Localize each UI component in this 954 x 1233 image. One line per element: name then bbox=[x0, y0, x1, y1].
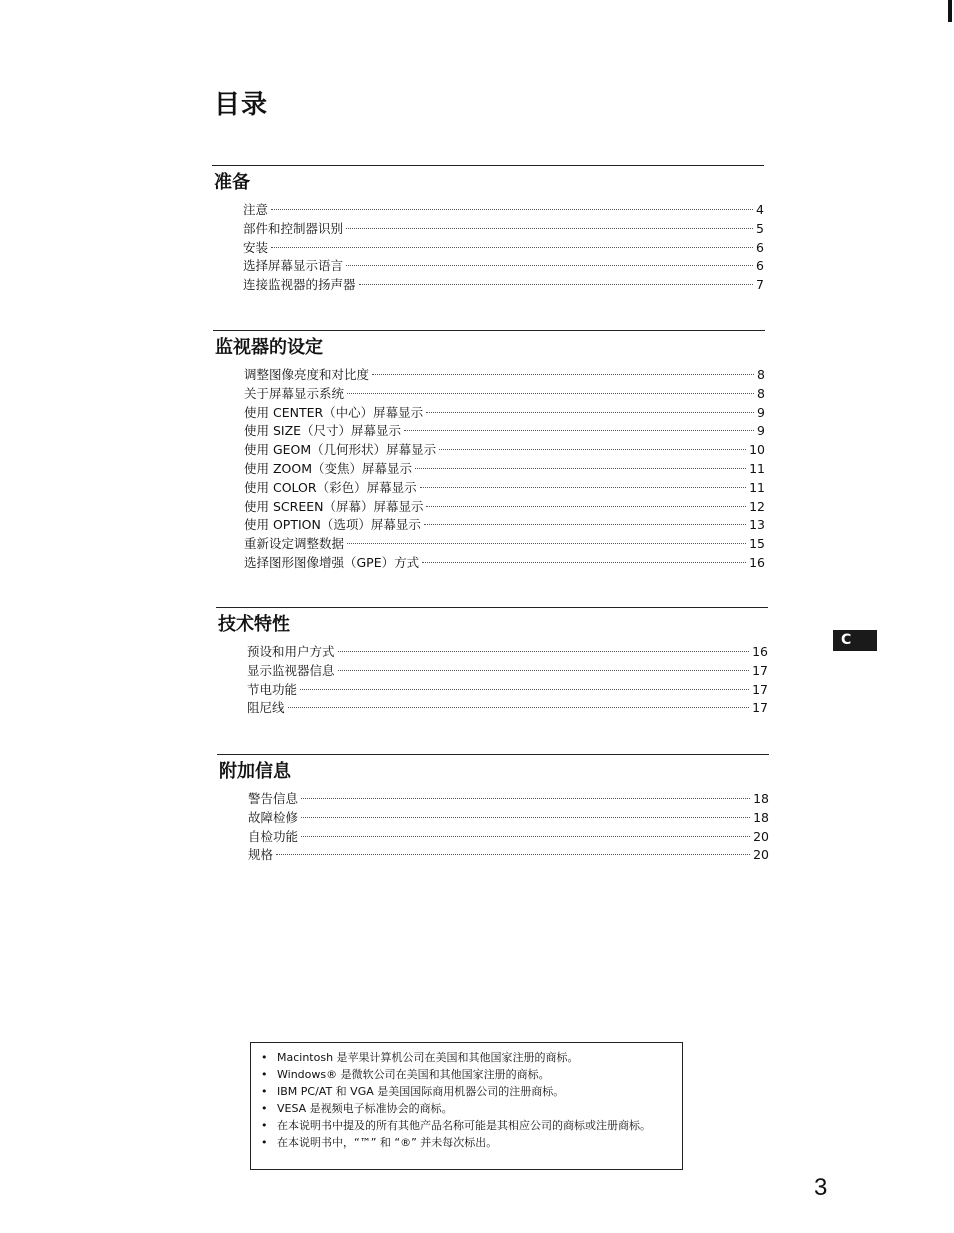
dot-leader bbox=[338, 651, 750, 652]
page-number: 3 bbox=[814, 1174, 828, 1201]
section-rule bbox=[217, 754, 769, 755]
dot-leader bbox=[346, 265, 753, 266]
toc-entry[interactable] bbox=[244, 404, 765, 423]
dot-leader bbox=[415, 468, 746, 469]
toc-entry[interactable] bbox=[247, 681, 768, 700]
section-heading: 附加信息 bbox=[219, 761, 291, 782]
toc-entry-page: 17 bbox=[752, 681, 768, 697]
dot-leader bbox=[276, 854, 750, 855]
toc-entry-page: 9 bbox=[757, 423, 765, 439]
section-technical-features bbox=[216, 607, 768, 718]
toc-entry[interactable] bbox=[248, 846, 769, 865]
toc-entry-text: 使用 SCREEN（屏幕）屏幕显示 bbox=[244, 498, 424, 514]
toc-entry-text: 自检功能 bbox=[248, 828, 299, 844]
toc-entry[interactable] bbox=[247, 699, 768, 718]
notes-list bbox=[259, 1049, 672, 1151]
toc-entry-text: 显示监视器信息 bbox=[247, 662, 335, 678]
toc-entry[interactable] bbox=[244, 535, 765, 554]
toc-entry[interactable] bbox=[244, 516, 765, 535]
toc-entry-text: 节电功能 bbox=[247, 681, 298, 697]
dot-leader bbox=[359, 284, 753, 285]
dot-leader bbox=[420, 487, 747, 488]
dot-leader bbox=[426, 412, 754, 413]
toc-entry-text: 使用 GEOM（几何形状）屏幕显示 bbox=[244, 442, 437, 458]
toc-entry[interactable] bbox=[243, 239, 764, 258]
toc-entry[interactable] bbox=[248, 828, 769, 847]
dot-leader bbox=[426, 506, 746, 507]
section-rule bbox=[216, 607, 768, 608]
toc-entry[interactable] bbox=[244, 554, 765, 573]
note-item: • Windows® 是微软公司在美国和其他国家注册的商标。 bbox=[259, 1066, 672, 1083]
dot-leader bbox=[300, 689, 749, 690]
dot-leader bbox=[439, 449, 746, 450]
toc-entry[interactable] bbox=[244, 460, 765, 479]
toc-entry-page: 6 bbox=[756, 258, 764, 274]
toc-list bbox=[216, 643, 768, 718]
toc-entry-text: 连接监视器的扬声器 bbox=[243, 277, 356, 293]
section-heading: 监视器的设定 bbox=[215, 337, 323, 358]
dot-leader bbox=[271, 247, 753, 248]
note-item: • IBM PC/AT 和 VGA 是美国国际商用机器公司的注册商标。 bbox=[259, 1083, 672, 1100]
toc-entry-page: 6 bbox=[756, 239, 764, 255]
section-rule bbox=[213, 330, 765, 331]
toc-entry-text: 调整图像亮度和对比度 bbox=[244, 367, 370, 382]
dot-leader bbox=[288, 707, 750, 708]
dot-leader bbox=[404, 430, 754, 431]
section-additional-info bbox=[217, 754, 769, 865]
toc-entry-text: 选择屏幕显示语言 bbox=[243, 258, 344, 274]
toc-entry-page: 9 bbox=[757, 404, 765, 420]
toc-entry-page: 5 bbox=[756, 220, 764, 236]
toc-entry-page: 18 bbox=[753, 809, 769, 825]
toc-entry-text: 使用 CENTER（中心）屏幕显示 bbox=[244, 404, 424, 420]
toc-entry-page: 11 bbox=[749, 479, 765, 495]
toc-entry-page: 20 bbox=[753, 828, 769, 844]
toc-entry-page: 8 bbox=[757, 367, 765, 382]
toc-entry-text: 规格 bbox=[248, 847, 274, 863]
toc-entry[interactable] bbox=[244, 385, 765, 404]
toc-entry-text: 阻尼线 bbox=[247, 700, 285, 716]
toc-entry-page: 8 bbox=[757, 385, 765, 401]
toc-entry[interactable] bbox=[247, 643, 768, 662]
toc-entry-text: 注意 bbox=[243, 202, 269, 217]
toc-entry-page: 16 bbox=[752, 644, 768, 659]
section-heading: 技术特性 bbox=[218, 614, 290, 635]
note-item: • Macintosh 是苹果计算机公司在美国和其他国家注册的商标。 bbox=[259, 1049, 672, 1066]
page-title: 目录 bbox=[214, 90, 269, 120]
toc-entry-page: 15 bbox=[749, 536, 765, 552]
toc-entry-text: 安装 bbox=[243, 239, 269, 255]
toc-entry[interactable] bbox=[243, 201, 764, 220]
toc-entry-page: 17 bbox=[752, 662, 768, 678]
toc-entry-page: 10 bbox=[749, 442, 765, 458]
toc-entry-text: 部件和控制器识别 bbox=[243, 220, 344, 236]
toc-entry-page: 20 bbox=[753, 847, 769, 863]
toc-entry-page: 11 bbox=[749, 460, 765, 476]
toc-entry-page: 16 bbox=[749, 554, 765, 570]
toc-entry-page: 13 bbox=[749, 517, 765, 533]
toc-entry[interactable] bbox=[243, 220, 764, 239]
toc-entry-page: 12 bbox=[749, 498, 765, 514]
edge-mark bbox=[948, 0, 952, 22]
toc-entry[interactable] bbox=[244, 498, 765, 517]
toc-entry-page: 7 bbox=[756, 277, 764, 293]
toc-entry-text: 关于屏幕显示系统 bbox=[244, 385, 345, 401]
dot-leader bbox=[422, 562, 746, 563]
dot-leader bbox=[301, 798, 750, 799]
toc-entry-page: 18 bbox=[753, 791, 769, 806]
toc-entry[interactable] bbox=[243, 257, 764, 276]
toc-entry-text: 使用 COLOR（彩色）屏幕显示 bbox=[244, 479, 417, 495]
section-preparation bbox=[212, 165, 764, 295]
trademark-notes-box bbox=[250, 1042, 683, 1170]
toc-list bbox=[212, 201, 764, 295]
dot-leader bbox=[301, 817, 750, 818]
language-tab: C bbox=[833, 630, 877, 651]
toc-entry[interactable] bbox=[244, 422, 765, 441]
section-heading: 准备 bbox=[214, 172, 250, 193]
toc-entry-text: 故障检修 bbox=[248, 809, 299, 825]
dot-leader bbox=[347, 393, 754, 394]
toc-entry-text: 使用 OPTION（选项）屏幕显示 bbox=[244, 517, 421, 533]
dot-leader bbox=[424, 524, 746, 525]
toc-entry-text: 警告信息 bbox=[248, 791, 299, 806]
dot-leader bbox=[372, 374, 754, 375]
dot-leader bbox=[346, 228, 753, 229]
dot-leader bbox=[338, 670, 750, 671]
toc-entry[interactable] bbox=[247, 662, 768, 681]
toc-entry-text: 重新设定调整数据 bbox=[244, 536, 345, 552]
toc-entry-page: 17 bbox=[752, 700, 768, 716]
toc-list bbox=[213, 366, 765, 573]
toc-entry[interactable] bbox=[244, 479, 765, 498]
toc-entry[interactable] bbox=[244, 441, 765, 460]
section-monitor-setup bbox=[213, 330, 765, 573]
dot-leader bbox=[347, 543, 746, 544]
note-item: • 在本说明书中提及的所有其他产品名称可能是其相应公司的商标或注册商标。 bbox=[259, 1117, 672, 1134]
note-item: • 在本说明书中，“™” 和 “®” 并未每次标出。 bbox=[259, 1134, 672, 1151]
toc-entry[interactable] bbox=[248, 790, 769, 809]
toc-list bbox=[217, 790, 769, 865]
toc-entry[interactable] bbox=[243, 276, 764, 295]
toc-entry-text: 使用 ZOOM（变焦）屏幕显示 bbox=[244, 460, 412, 476]
note-item: • VESA 是视频电子标准协会的商标。 bbox=[259, 1100, 672, 1117]
toc-entry[interactable] bbox=[244, 366, 765, 385]
toc-entry-text: 选择图形图像增强（GPE）方式 bbox=[244, 554, 420, 570]
toc-entry-text: 预设和用户方式 bbox=[247, 644, 335, 659]
section-rule bbox=[212, 165, 764, 166]
dot-leader bbox=[271, 209, 753, 210]
toc-entry-text: 使用 SIZE（尺寸）屏幕显示 bbox=[244, 423, 402, 439]
toc-entry-page: 4 bbox=[756, 202, 764, 217]
toc-entry[interactable] bbox=[248, 809, 769, 828]
dot-leader bbox=[301, 836, 750, 837]
